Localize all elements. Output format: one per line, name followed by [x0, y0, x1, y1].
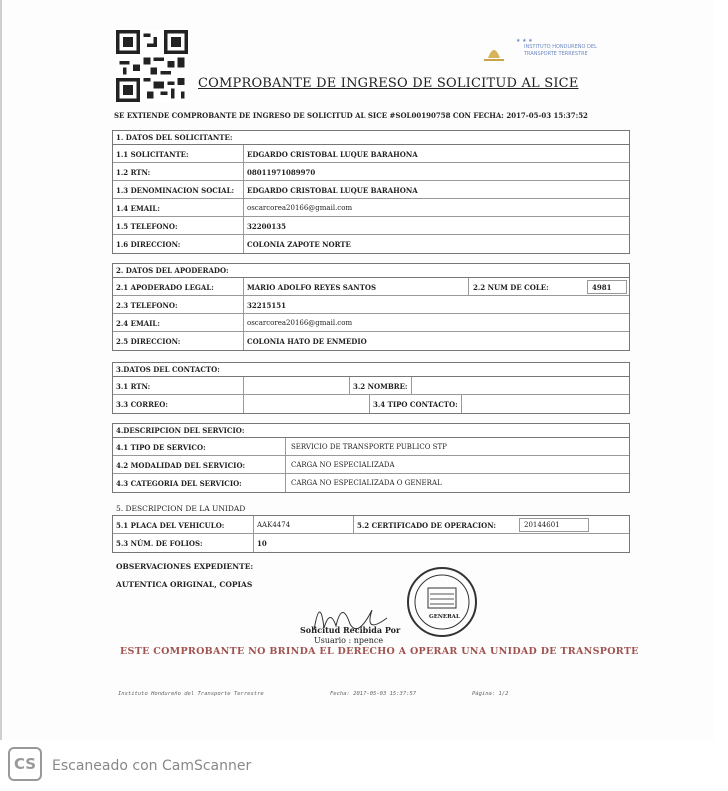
footer-institute: Instituto Hondureño del Transporte Terrestre	[118, 691, 264, 697]
table-row: 3.1 RTN: 3.2 NOMBRE:	[113, 377, 629, 395]
table-row: 2.3 TELEFONO: 32215151	[113, 296, 629, 314]
svg-text:★ ★ ★: ★ ★ ★	[516, 38, 533, 44]
logo-text: INSTITUTO HONDUREÑO DEL TRANSPORTE TERRESTRE	[524, 44, 597, 57]
section-servicio	[112, 423, 630, 493]
section-heading: 4.DESCRIPCION DEL SERVICIO:	[113, 424, 629, 438]
section-heading: 2. DATOS DEL APODERADO:	[113, 264, 629, 278]
table-row: 4.1 TIPO DE SERVICO: SERVICIO DE TRANSPORTE PUBLICO STP	[113, 438, 629, 456]
qr-code-icon	[116, 30, 188, 102]
extiende-line: SE EXTIENDE COMPROBANTE DE INGRESO DE SOLICITUD AL SICE #SOL00190758 CON FECHA: 2017-05-03 15:37:52	[114, 111, 588, 120]
footer-pagina: Página: 1/2	[472, 691, 509, 697]
table-row: 1.6 DIRECCION: COLONIA ZAPOTE NORTE	[113, 235, 629, 253]
official-stamp-icon	[406, 566, 478, 638]
section-contacto	[112, 362, 630, 414]
camscanner-logo: CS	[8, 747, 42, 781]
section-heading: 1. DATOS DEL SOLICITANTE:	[113, 131, 629, 145]
table-row: 4.2 MODALIDAD DEL SERVICIO: CARGA NO ESPECIALIZADA	[113, 456, 629, 474]
section-heading: 3.DATOS DEL CONTACTO:	[113, 363, 629, 377]
table-row: 1.5 TELEFONO: 32200135	[113, 217, 629, 235]
institute-emblem-icon	[480, 36, 533, 66]
stamp-text: GENERAL	[429, 614, 460, 620]
table-row: 5.1 PLACA DEL VEHICULO: AAK4474 5.2 CERTIFICADO DE OPERACION: 20144601	[113, 516, 629, 534]
section-apoderado	[112, 263, 630, 351]
table-row: 3.3 CORREO: 3.4 TIPO CONTACTO:	[113, 395, 629, 413]
warning-text: ESTE COMPROBANTE NO BRINDA EL DERECHO A OPERAR UNA UNIDAD DE TRANSPORTE	[120, 646, 639, 657]
section-solicitante	[112, 130, 630, 254]
section-unidad-heading: 5. DESCRIPCION DE LA UNIDAD	[116, 504, 246, 513]
table-row: 2.4 EMAIL: oscarcorea20166@gmail.com	[113, 314, 629, 332]
table-row: 2.1 APODERADO LEGAL: MARIO ADOLFO REYES SANTOS 2.2 NUM DE COLE: 4981	[113, 278, 629, 296]
table-row: 1.4 EMAIL: oscarcorea20166@gmail.com	[113, 199, 629, 217]
table-row: 1.1 SOLICITANTE: EDGARDO CRISTOBAL LUQUE BARAHONA	[113, 145, 629, 163]
institute-logo	[480, 36, 630, 66]
observaciones-label: OBSERVACIONES EXPEDIENTE:	[116, 562, 254, 571]
table-row: 5.3 NÚM. DE FOLIOS: 10	[113, 534, 629, 552]
table-row: 1.3 DENOMINACION SOCIAL: EDGARDO CRISTOBAL LUQUE BARAHONA	[113, 181, 629, 199]
observaciones-value: AUTENTICA ORIGINAL, COPIAS	[116, 580, 253, 589]
table-row: 2.5 DIRECCION: COLONIA HATO DE ENMEDIO	[113, 332, 629, 350]
footer-fecha: Fecha: 2017-05-03 15:37:57	[330, 691, 417, 697]
table-row: 1.2 RTN: 08011971089970	[113, 163, 629, 181]
document-title: COMPROBANTE DE INGRESO DE SOLICITUD AL SICE	[198, 76, 579, 91]
section-unidad	[112, 515, 630, 553]
recibida-label: Solicitud Recibida Por	[300, 625, 401, 635]
camscanner-text: Escaneado con CamScanner	[52, 758, 252, 774]
table-row: 4.3 CATEGORIA DEL SERVICIO: CARGA NO ESPECIALIZADA O GENERAL	[113, 474, 629, 492]
usuario-label: Usuario : npence	[314, 636, 384, 645]
